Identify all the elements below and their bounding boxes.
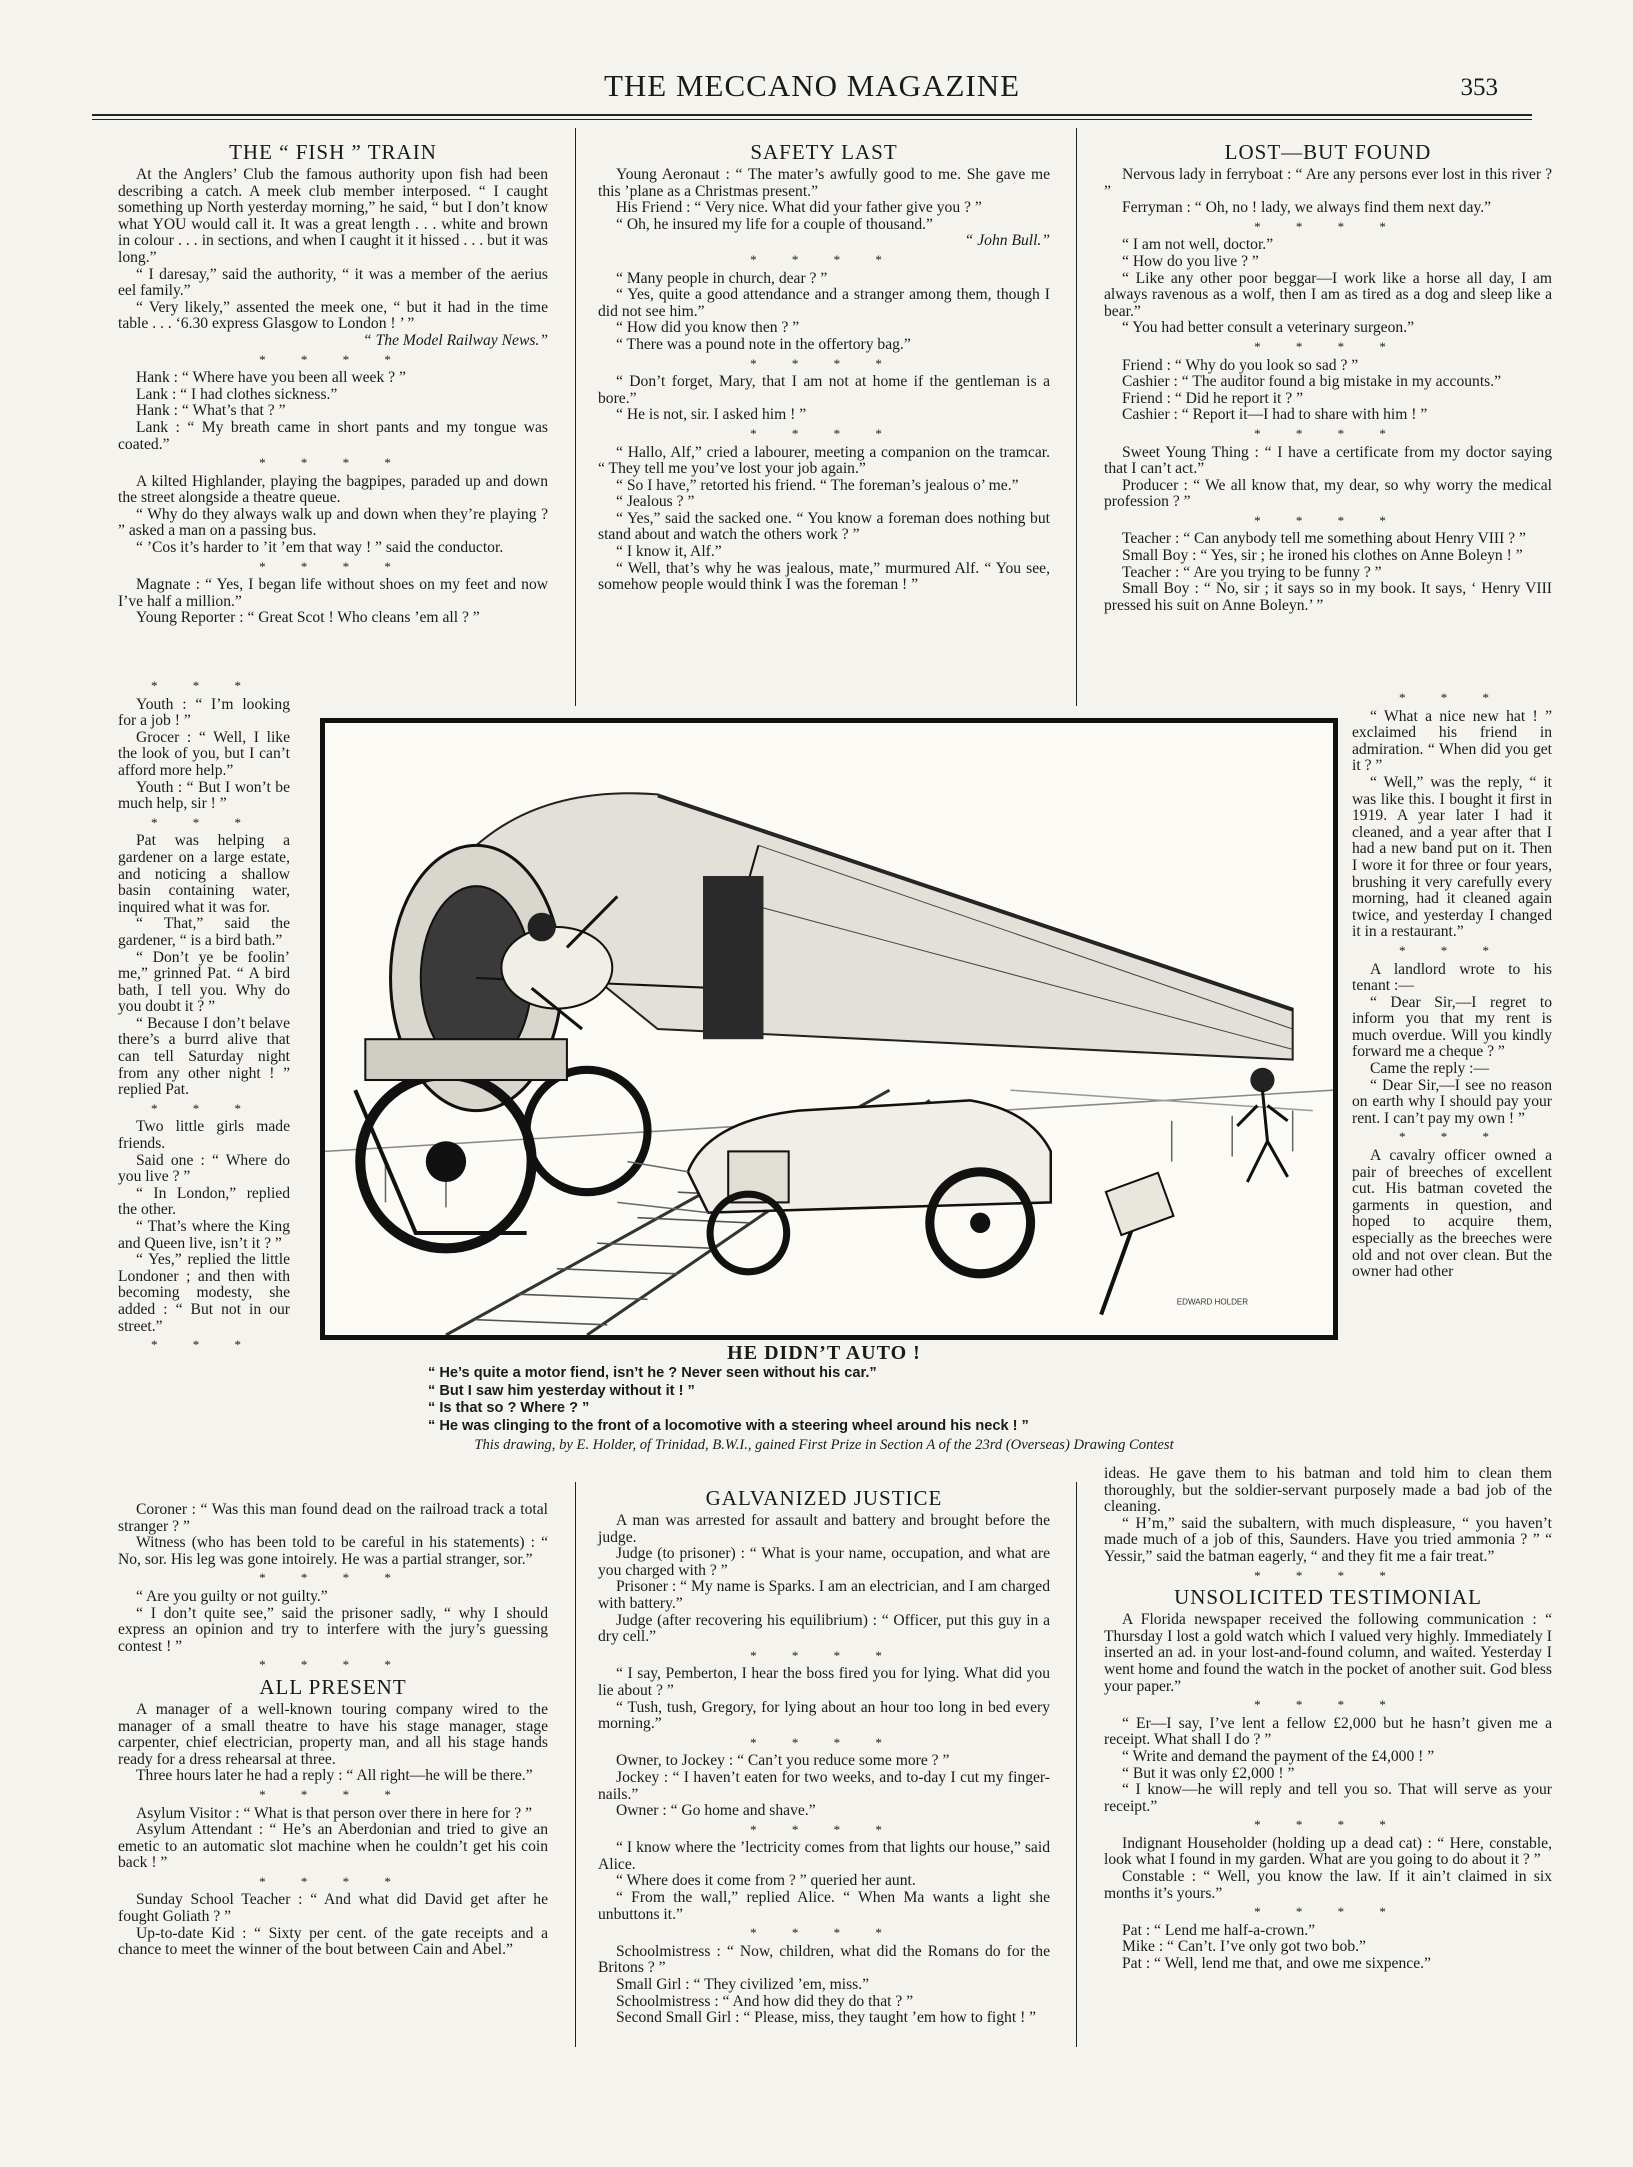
paragraph: Youth : “ But I won’t be much help, sir ! ” [118,778,290,813]
paragraph: Cashier : “ The auditor found a big mistake in my accounts.” [1122,373,1502,391]
paragraph: Young Reporter : “ Great Scot ! Who cleans ’em all ? ” [136,609,480,627]
section-heading: SAFETY LAST [750,140,898,164]
separator-stars: * * * [151,678,257,693]
paragraph: “ Well,” was the reply, “ it was like this. I bought it first in 1919. A year later I had it cleaned, and a year after that I had a new band put on it. Then I wore it for three or four years, brushing it very carefully every morning, had it cleaned again twice, and yesterday I changed it in a restaurant.” [1352,773,1552,941]
paragraph: Two little girls made friends. [118,1118,290,1153]
separator-stars: * * * * [750,425,898,441]
separator-stars: * * * * [750,1821,898,1837]
paragraph: Came the reply :— [1370,1060,1490,1078]
paragraph: “ I know it, Alf.” [616,543,722,561]
paragraph: “ Yes,” said the sacked one. “ You know a foreman does nothing but stand about and watch the others work ? ” [598,509,1050,544]
paragraph: A landlord wrote to his tenant :— [1352,960,1552,995]
separator-stars: * * * * [259,1657,407,1673]
paragraph: Young Aeronaut : “ The mater’s awfully good to me. She gave me this ’plane as a Christmas present.” [598,166,1050,200]
paragraph: Schoolmistress : “ Now, children, what did the Romans do for the Britons ? ” [598,1942,1050,1977]
paragraph: Magnate : “ Yes, I began life without shoes on my feet and now I’ve half a million.” [118,576,548,610]
separator-stars: * * * [1399,690,1505,705]
paragraph: Owner : “ Go home and shave.” [616,1802,816,1820]
paragraph: “ Like any other poor beggar—I work like a horse all day, I am always ravenous as a wolf, then I am as tired as a dog and sleep like a bear.” [1104,269,1552,320]
paragraph: “ Don’t forget, Mary, that I am not at home if the gentleman is a bore.” [598,373,1050,407]
signpost [1101,1173,1173,1315]
paragraph: Owner, to Jockey : “ Can’t you reduce some more ? ” [616,1752,950,1770]
paragraph: Cashier : “ Report it—I had to share with him ! ” [1122,406,1428,424]
paragraph: “ Because I don’t belave there’s a burrd alive that can tell Saturday night from any other night ! ” replied Pat. [118,1014,290,1099]
separator-stars: * * * * [259,351,407,367]
caption-line-4: “ He was clinging to the front of a locomotive with a steering wheel around his neck ! ” [428,1417,1029,1434]
column-1-bottom [118,1502,548,1959]
paragraph: Coroner : “ Was this man found dead on the railroad track a total stranger ? ” [118,1501,548,1535]
caption-line-1: “ He’s quite a motor fiend, isn’t he ? Never seen without his car.” [428,1365,877,1381]
paragraph: “ He is not, sir. I asked him ! ” [616,406,807,424]
column-3-narrow [1352,688,1552,1281]
separator-stars: * * * [1399,942,1505,958]
column-1-top [118,141,548,627]
paragraph: Pat was helping a gardener on a large estate, and noticing a shallow basin containing water, inquired what it was for. [118,832,290,916]
caption-line-3: “ Is that so ? Where ? ” [428,1400,590,1416]
section-heading: THE “ FISH ” TRAIN [229,140,437,164]
paragraph: “ Well, that’s why he was jealous, mate,” murmured Alf. “ You see, somehow people would think I was the foreman ! ” [598,559,1050,594]
paragraph: Hank : “ What’s that ? ” [136,402,286,420]
paragraph: Up-to-date Kid : “ Sixty per cent. of the gate receipts and a chance to meet the winner of the bout between Cain and Abel.” [118,1924,548,1959]
separator-stars: * * * * [259,1786,407,1802]
paragraph: “ Er—I say, I’ve lent a fellow £2,000 but he hasn’t given me a receipt. What shall I do ? ” [1104,1714,1552,1749]
section-heading: UNSOLICITED TESTIMONIAL [1174,1585,1482,1610]
paragraph: “ Jealous ? ” [616,493,695,511]
caption-line-2: “ But I saw him yesterday without it ! ” [428,1382,695,1399]
column-divider [1076,128,1077,706]
column-1-narrow [118,676,290,1356]
column-3-bottom [1104,1466,1552,1973]
paragraph: “ So I have,” retorted his friend. “ The foreman’s jealous o’ me.” [616,476,1019,494]
column-2-bottom [598,1487,1050,2027]
illustration-caption [318,1342,1330,1454]
paragraph: Witness (who has been told to be careful in his statements) : “ No, sor. His leg was gone intoirely. He was a partial stranger, sor.” [118,1534,548,1568]
separator-stars: * * * * [259,1570,407,1586]
paragraph: “ Why do they always walk up and down when they’re playing ? ” asked a man on a passing bus. [118,505,548,540]
section-heading: LOST—BUT FOUND [1224,140,1432,164]
section-heading: GALVANIZED JUSTICE [705,1486,943,1510]
separator-stars: * * * [151,1100,257,1116]
paragraph: “ How do you live ? ” [1122,252,1259,270]
paragraph: “ Dear Sir,—I see no reason on earth why I should pay your rent. I can’t pay my own ! ” [1352,1076,1552,1127]
paragraph: A manager of a well-known touring company wired to the manager of a small theatre to have his stage manager, stage carpenter, chief electrician, property man, and all his stage hands ready for a dress rehearsal at three. [118,1700,548,1768]
separator-stars: * * * * [1254,1697,1402,1713]
artist-signature: EDWARD HOLDER [1176,1297,1249,1307]
separator-stars: * * * * [750,1647,898,1663]
paragraph: Nervous lady in ferryboat : “ Are any persons ever lost in this river ? ” [1104,166,1552,200]
separator-stars: * * * * [259,558,407,574]
paragraph: Lank : “ I had clothes sickness.” [136,385,338,403]
paragraph: Ferryman : “ Oh, no ! lady, we always find them next day.” [1122,199,1492,217]
paragraph: Judge (after recovering his equilibrium) : “ Officer, put this guy in a dry cell.” [598,1611,1050,1646]
separator-stars: * * * * [1254,1817,1402,1833]
paragraph: Producer : “ We all know that, my dear, so why worry the medical profession ? ” [1104,476,1552,511]
separator-stars: * * * * [1254,338,1402,354]
paragraph: “ Don’t ye be foolin’ me,” grinned Pat. “ A bird bath, I tell you. Why do you doubt it ? ” [118,948,290,1016]
automobile [617,1100,1050,1273]
section-heading: ALL PRESENT [259,1674,407,1699]
paragraph: Jockey : “ I haven’t eaten for two weeks, and to-day I cut my finger-nails.” [598,1768,1050,1803]
separator-stars: * * * * [259,1873,407,1889]
paragraph: Constable : “ Well, you know the law. If it ain’t claimed in six months it’s yours.” [1104,1868,1552,1902]
paragraph: “ Yes,” replied the little Londoner ; and then with becoming modesty, she added : “ But not in our street.” [118,1251,290,1335]
paragraph: Schoolmistress : “ And how did they do that ? ” [616,1992,914,2010]
paragraph: Asylum Attendant : “ He’s an Aberdonian and tried to give an emetic to an automatic slot machine when he couldn’t get his coin back ! ” [118,1821,548,1872]
paragraph: “ But it was only £2,000 ! ” [1122,1764,1295,1782]
separator-stars: * * * [151,814,257,830]
paragraph: Teacher : “ Are you trying to be funny ? ” [1122,563,1382,581]
paragraph: Friend : “ Did he report it ? ” [1122,389,1304,407]
paragraph: Sunday School Teacher : “ And what did David get after he fought Goliath ? ” [118,1891,548,1926]
header-rule [92,114,1532,116]
page-number: 353 [1460,74,1498,101]
paragraph: “ I am not well, doctor.” [1122,236,1274,254]
paragraph: “ Where does it come from ? ” queried her aunt. [616,1872,916,1890]
paragraph: “ Very likely,” assented the meek one, “ but it had in the time table . . . ‘6.30 express Glasgow to London ! ’ ” [118,298,548,333]
paragraph: At the Anglers’ Club the famous authority upon fish had been describing a catch. A meek club member interposed. “ I caught something up North yesterday morning,” he said, “ but I don’t know what YOU would call it. It was a great length . . . white and brown in colour . . . in sections, and when I caught it it hissed . . . but it was long.” [118,166,548,266]
paragraph: “ Are you guilty or not guilty.” [136,1587,328,1605]
separator-stars: * * * * [750,1925,898,1941]
paragraph: His Friend : “ Very nice. What did your father give you ? ” [616,199,982,217]
source-attribution: “ The Model Railway News.” [363,331,548,349]
paragraph: Grocer : “ Well, I like the look of you, but I can’t afford more help.” [118,728,290,779]
paragraph: Small Boy : “ No, sir ; it says so in my book. It says, ‘ Henry VIII pressed his suit on Anne Boleyn.’ ” [1104,580,1552,614]
paragraph: “ What a nice new hat ! ” exclaimed his friend in admiration. “ When did you get it ? ” [1352,707,1552,775]
paragraph: “ That’s where the King and Queen live, isn’t it ? ” [118,1218,290,1252]
column-divider [575,128,576,706]
paragraph: A cavalry officer owned a pair of breeches of excellent cut. His batman coveted the garments in question, and hoped to acquire them, especially as the breeches were old and not over clean. But the owner had other [1352,1147,1552,1281]
paragraph: “ You had better consult a veterinary surgeon.” [1122,319,1415,337]
paragraph: Three hours later he had a reply : “ All right—he will be there.” [136,1767,533,1785]
roadside-figure [1237,1068,1287,1182]
separator-stars: * * * * [750,251,898,267]
paragraph: Second Small Girl : “ Please, miss, they taught ’em how to fight ! ” [616,2009,1037,2027]
paragraph: “ Oh, he insured my life for a couple of thousand.” [616,215,933,233]
paragraph: Asylum Visitor : “ What is that person over there in here for ? ” [136,1804,533,1822]
paragraph: Small Boy : “ Yes, sir ; he ironed his clothes on Anne Boleyn ! ” [1122,547,1523,565]
column-3-top [1104,141,1552,614]
paragraph: “ Many people in church, dear ? ” [616,269,828,287]
separator-stars: * * * * [1254,425,1402,441]
separator-stars: * * * * [1254,218,1402,234]
paragraph: Judge (to prisoner) : “ What is your name, occupation, and what are you charged with ? ” [598,1545,1050,1579]
paragraph: “ That,” said the gardener, “ is a bird bath.” [118,915,290,949]
paragraph: “ I say, Pemberton, I hear the boss fired you for lying. What did you lie about ? ” [598,1665,1050,1699]
column-divider [575,1482,576,2047]
separator-stars: * * * * [750,1734,898,1750]
separator-stars: * * * * [750,355,898,371]
paragraph: Teacher : “ Can anybody tell me something about Henry VIII ? ” [1122,530,1526,548]
cartoon-illustration [320,718,1338,1340]
paragraph: Mike : “ Can’t. I’ve only got two bob.” [1122,1938,1366,1956]
paragraph: “ I don’t quite see,” said the prisoner sadly, “ why I should express an opinion and try to interfere with the jury’s guessing contest ! ” [118,1604,548,1655]
paragraph: “ Yes, quite a good attendance and a stranger among them, though I did not see him.” [598,286,1050,320]
paragraph: “ I know where the ’lectricity comes from that lights our house,” said Alice. [598,1839,1050,1873]
paragraph: Sweet Young Thing : “ I have a certificate from my doctor saying that I can’t act.” [1104,443,1552,478]
paragraph: Youth : “ I’m looking for a job ! ” [118,695,290,730]
masthead [92,66,1532,110]
paragraph: ideas. He gave them to his batman and told him to clean them thoroughly, but the soldier-servant purposely made a bad job of the cleaning. [1104,1465,1552,1516]
separator-stars: * * * * [1254,1904,1402,1920]
separator-stars: * * * [1399,1129,1505,1145]
paragraph: A Florida newspaper received the following communication : “ Thursday I lost a gold watch which I valued very highly. Immediately I inserted an ad. in your lost-and-found column, and waited. Yesterday I went home and found the watch in the pocket of another suit. God bless your paper.” [1104,1611,1552,1695]
paragraph: Pat : “ Well, lend me that, and owe me sixpence.” [1122,1955,1431,1973]
paragraph: A man was arrested for assault and battery and brought before the judge. [598,1512,1050,1546]
paragraph: “ From the wall,” replied Alice. “ When Ma wants a light she unbuttons it.” [598,1889,1050,1923]
caption-title: HE DIDN’T AUTO ! [727,1342,921,1364]
paragraph: Pat : “ Lend me half-a-crown.” [1122,1921,1316,1939]
paragraph: Small Girl : “ They civilized ’em, miss.” [616,1976,870,1994]
locomotive-drawing [325,723,1333,1335]
paragraph: “ In London,” replied the other. [118,1184,290,1219]
magazine-title: THE MECCANO MAGAZINE [603,68,1021,103]
paragraph: “ There was a pound note in the offertory bag.” [616,335,911,353]
paragraph: “ Write and demand the payment of the £4,000 ! ” [1122,1747,1435,1765]
paragraph: “ I daresay,” said the authority, “ it was a member of the aerius eel family.” [118,265,548,300]
paragraph: “ H’m,” said the subaltern, with much displeasure, “ you haven’t made much of a job of this, Saunders. Have you tried ammonia ? ” “ Yessir,” said the batman eagerly, “ and they fit me a fair treat.” [1104,1514,1552,1565]
separator-stars: * * * * [1254,1567,1402,1583]
column-2-top [598,141,1050,594]
paragraph: Lank : “ My breath came in short pants and my tongue was coated.” [118,418,548,453]
separator-stars: * * * * [1254,512,1402,528]
separator-stars: * * * [151,1337,257,1353]
paragraph: “ Dear Sir,—I regret to inform you that my rent is much overdue. Will you kindly forward me a cheque ? ” [1352,993,1552,1061]
separator-stars: * * * * [259,455,407,471]
drawing-credit: This drawing, by E. Holder, of Trinidad, B.W.I., gained First Prize in Section A of the 23rd (Overseas) Drawing Contest [474,1437,1174,1453]
header-rule-thin [92,119,1532,120]
paragraph: Prisoner : “ My name is Sparks. I am an electrician, and I am charged with battery.” [598,1578,1050,1612]
paragraph: Said one : “ Where do you live ? ” [118,1151,290,1186]
paragraph: Indignant Householder (holding up a dead cat) : “ Here, constable, look what I found in my garden. What are you going to do about it ? ” [1104,1834,1552,1869]
column-divider [1076,1482,1077,2047]
paragraph: “ ’Cos it’s harder to ’it ’em that way ! ” said the conductor. [136,539,504,557]
paragraph: “ How did you know then ? ” [616,319,800,337]
paragraph: A kilted Highlander, playing the bagpipes, paraded up and down the street alongside a theatre queue. [118,472,548,507]
paragraph: Hank : “ Where have you been all week ? ” [136,369,406,387]
paragraph: “ Hallo, Alf,” cried a labourer, meeting a companion on the tramcar. “ They tell me you’ve lost your job again.” [598,443,1050,478]
source-attribution: “ John Bull.” [964,232,1050,250]
paragraph: “ I know—he will reply and tell you so. That will serve as your receipt.” [1104,1781,1552,1815]
paragraph: “ Tush, tush, Gregory, for lying about an hour too long in bed every morning.” [598,1698,1050,1733]
paragraph: Friend : “ Why do you look so sad ? ” [1122,356,1359,374]
